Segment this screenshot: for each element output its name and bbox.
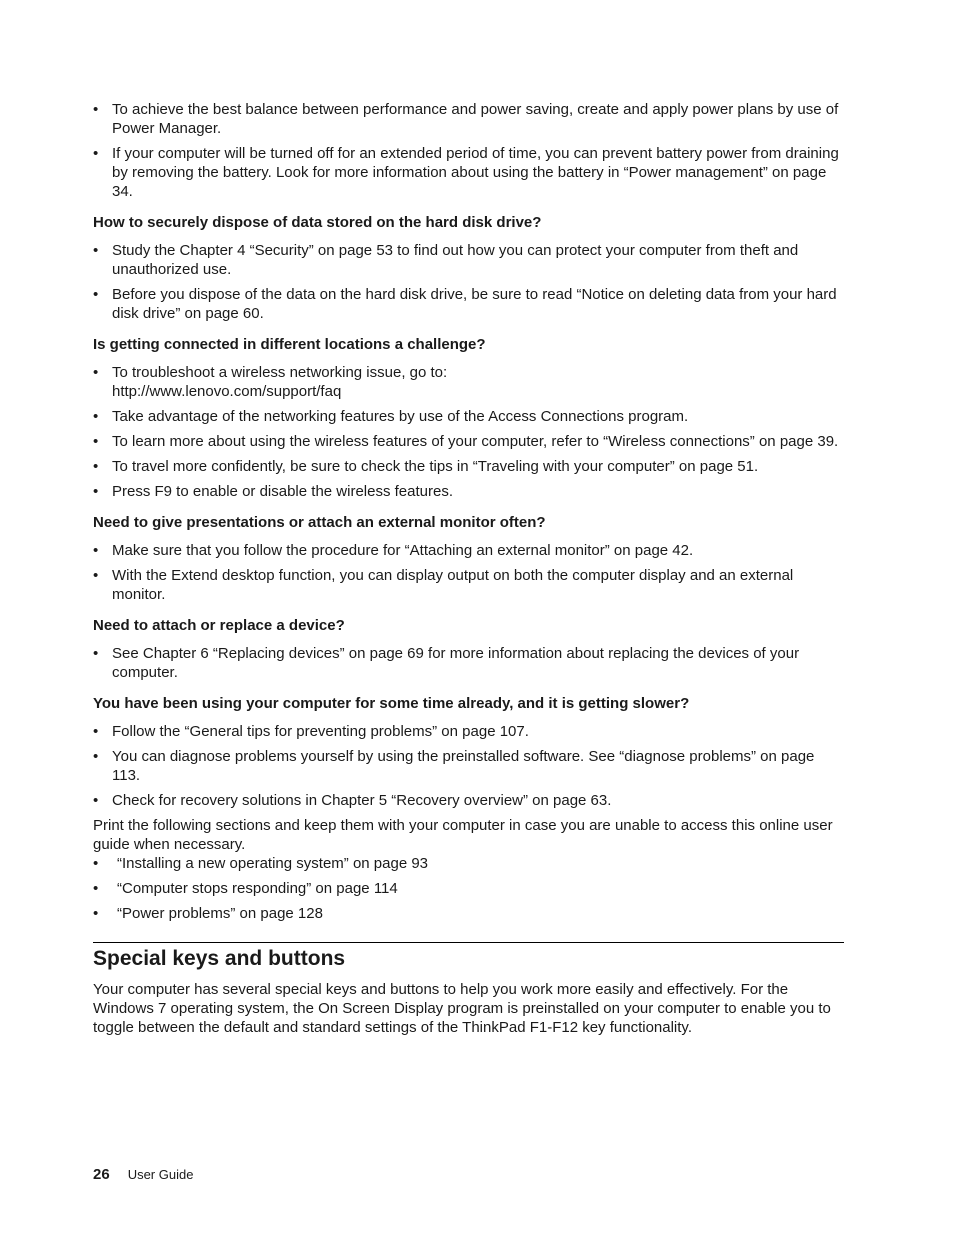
question-heading-slowdown: You have been using your computer for some time already, and it is getting slower?: [93, 695, 690, 712]
guide-title: User Guide: [127, 1167, 194, 1182]
list-item: • If your computer will be turned off for an extended period of time, you can prevent battery power from draining by removing the battery. Look for more information about using the battery in “Power management” on page 34.: [93, 144, 844, 201]
list-item: • To travel more confidently, be sure to check the tips in “Traveling with your computer” on page 51.: [93, 457, 844, 476]
list-item: • See Chapter 6 “Replacing devices” on page 69 for more information about replacing the devices of your computer.: [93, 644, 844, 682]
list-item: • “Installing a new operating system” on page 93: [93, 854, 844, 873]
list-item: • Take advantage of the networking features by use of the Access Connections program.: [93, 407, 844, 426]
list-item-text: To troubleshoot a wireless networking issue, go to:: [112, 364, 448, 381]
section-divider: [93, 942, 844, 943]
page-content: [93, 100, 844, 1037]
support-url: http://www.lenovo.com/support/faq: [112, 383, 342, 400]
list-item: • “Computer stops responding” on page 114: [93, 879, 844, 898]
list-item: • You can diagnose problems yourself by using the preinstalled software. See “diagnose problems” on page 113.: [93, 747, 844, 785]
list-item: • Study the Chapter 4 “Security” on page 53 to find out how you can protect your computer from theft and unauthorized use.: [93, 241, 844, 279]
slowdown-bullet-list: [93, 722, 844, 810]
disposal-bullet-list: [93, 241, 844, 323]
list-item: • With the Extend desktop function, you can display output on both the computer display and an external monitor.: [93, 566, 844, 604]
question-heading-connectivity: Is getting connected in different locations a challenge?: [93, 336, 486, 353]
question-heading-presentations: Need to give presentations or attach an external monitor often?: [93, 514, 546, 531]
section-heading-special-keys: Special keys and buttons: [93, 947, 346, 970]
special-keys-paragraph: Your computer has several special keys and buttons to help you work more easily and effectively. For the Windows 7 operating system, the On Screen Display program is preinstalled on your computer to enable you to toggle between the default and standard settings of the ThinkPad F1-F12 key functionality.: [93, 981, 831, 1036]
presentations-bullet-list: [93, 541, 844, 604]
intro-bullet-list: [93, 100, 844, 201]
print-sections-intro: Print the following sections and keep them with your computer in case you are unable to access this online user guide when necessary.: [93, 817, 833, 853]
list-item: • To achieve the best balance between performance and power saving, create and apply power plans by use of Power Manager.: [93, 100, 844, 138]
list-item: • Follow the “General tips for preventing problems” on page 107.: [93, 722, 844, 741]
question-heading-disposal: How to securely dispose of data stored on the hard disk drive?: [93, 214, 542, 231]
list-item: • Press F9 to enable or disable the wireless features.: [93, 482, 844, 501]
page-footer: [93, 1166, 193, 1183]
print-sections-list: [93, 854, 844, 923]
list-item: • “Power problems” on page 128: [93, 904, 844, 923]
question-heading-devices: Need to attach or replace a device?: [93, 617, 345, 634]
list-item: • Make sure that you follow the procedure for “Attaching an external monitor” on page 42.: [93, 541, 844, 560]
list-item: • To learn more about using the wireless features of your computer, refer to “Wireless connections” on page 39.: [93, 432, 844, 451]
list-item: [93, 363, 844, 401]
page-number: 26: [93, 1166, 110, 1183]
list-item: • Before you dispose of the data on the hard disk drive, be sure to read “Notice on deleting data from your hard disk drive” on page 60.: [93, 285, 844, 323]
devices-bullet-list: [93, 644, 844, 682]
connectivity-bullet-list: [93, 363, 844, 501]
list-item: • Check for recovery solutions in Chapter 5 “Recovery overview” on page 63.: [93, 791, 844, 810]
